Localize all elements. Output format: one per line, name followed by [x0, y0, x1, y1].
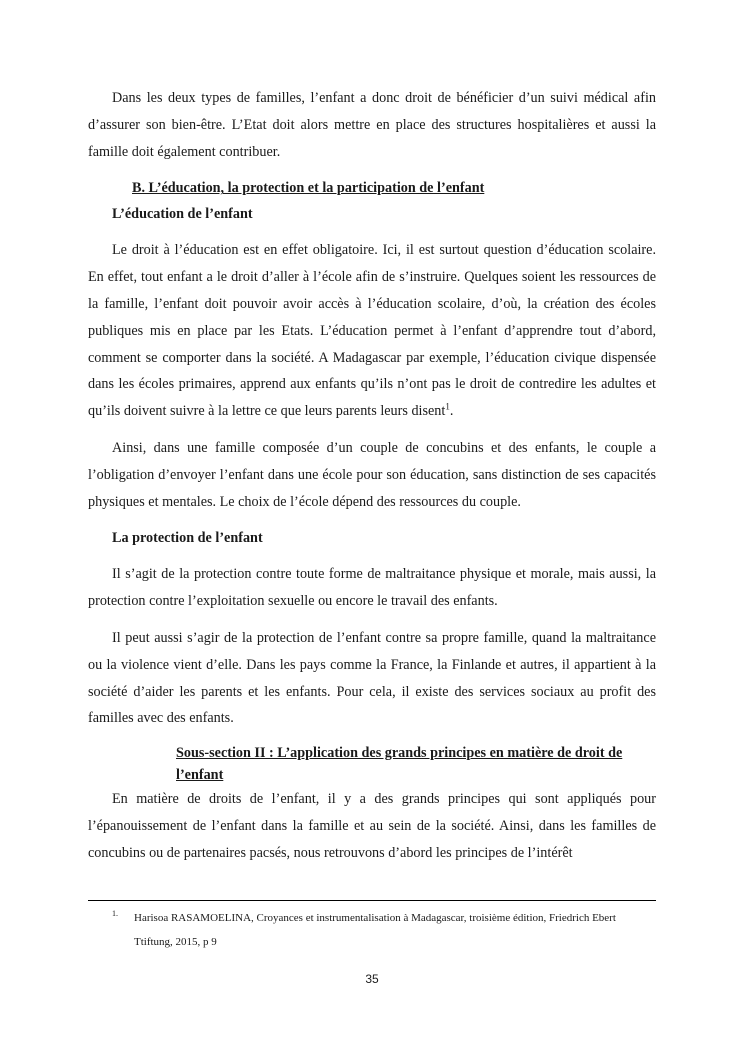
footnote-text: Harisoa RASAMOELINA, Croyances et instrumentalisation à Madagascar, troisième édition, Friedrich Ebert Ttiftung, 2015, p 9: [134, 912, 616, 948]
footnote-separator: [88, 900, 656, 901]
paragraph-education-text: Le droit à l’éducation est en effet obligatoire. Ici, il est surtout question d’éducation scolaire. En effet, tout enfant a le droit d’aller à l’école afin de s’instruire. Quelques soient les ressources de la famille, l’enfant doit pouvoir avoir accès à l’éducation scolaire, d’où, la création des écoles publiques mis en place par les Etats. L’éducation permet à l’enfant d’apprendre tout d’abord, comment se comporter dans la société. A Madagascar par exemple, l’éducation civique dispensée dans les écoles primaires, apprend aux enfants qu’ils n’ont pas le droit de contredire les adultes et qu’ils doivent suivre à la lettre ce que leurs parents leurs disent: [88, 242, 656, 420]
footnote-reference: 1: [445, 401, 450, 412]
footnote-number: 1.: [112, 909, 118, 918]
subheading-protection: La protection de l’enfant: [112, 530, 263, 547]
section-heading-b: B. L’éducation, la protection et la participation de l’enfant: [132, 180, 485, 197]
paragraph-education: [88, 237, 656, 425]
paragraph-education-end: .: [449, 403, 454, 420]
body-text: [88, 85, 656, 867]
paragraph-protection: Il s’agit de la protection contre toute forme de maltraitance physique et morale, mais aussi, la protection contre l’exploitation sexuelle ou encore le travail des enfants.: [88, 566, 656, 610]
footnote: [88, 906, 656, 954]
sous-section-heading: Sous-section II : L’application des grands principes en matière de droit de l’enfant: [176, 745, 623, 784]
paragraph-concubins: Ainsi, dans une famille composée d’un couple de concubins et des enfants, le couple a l’obligation d’envoyer l’enfant dans une école pour son éducation, sans distinction de ses capacités physiques et mentales. Le choix de l’école dépend des ressources du couple.: [88, 439, 656, 510]
paragraph-family-protection: Il peut aussi s’agir de la protection de l’enfant contre sa propre famille, quand la maltraitance ou la violence vient d’elle. Dans les pays comme la France, la Finlande et autres, il appartient à la société d’aider les parents et les enfants. Pour cela, il existe des services sociaux au profit des familles avec des enfants.: [88, 629, 656, 727]
page-number: 35: [365, 972, 379, 986]
subheading-education: L’éducation de l’enfant: [112, 206, 253, 223]
paragraph-principles: En matière de droits de l’enfant, il y a des grands principes qui sont appliqués pour l’épanouissement de l’enfant dans la famille et au sein de la société. Ainsi, dans les familles de concubins ou de partenaires pacsés, nous retrouvons d’abord les principes de l’intérêt: [88, 791, 656, 861]
paragraph-medical: Dans les deux types de familles, l’enfant a donc droit de bénéficier d’un suivi médical afin d’assurer son bien-être. L’Etat doit alors mettre en place des structures hospitalières et aussi la famille doit également contribuer.: [88, 90, 656, 160]
